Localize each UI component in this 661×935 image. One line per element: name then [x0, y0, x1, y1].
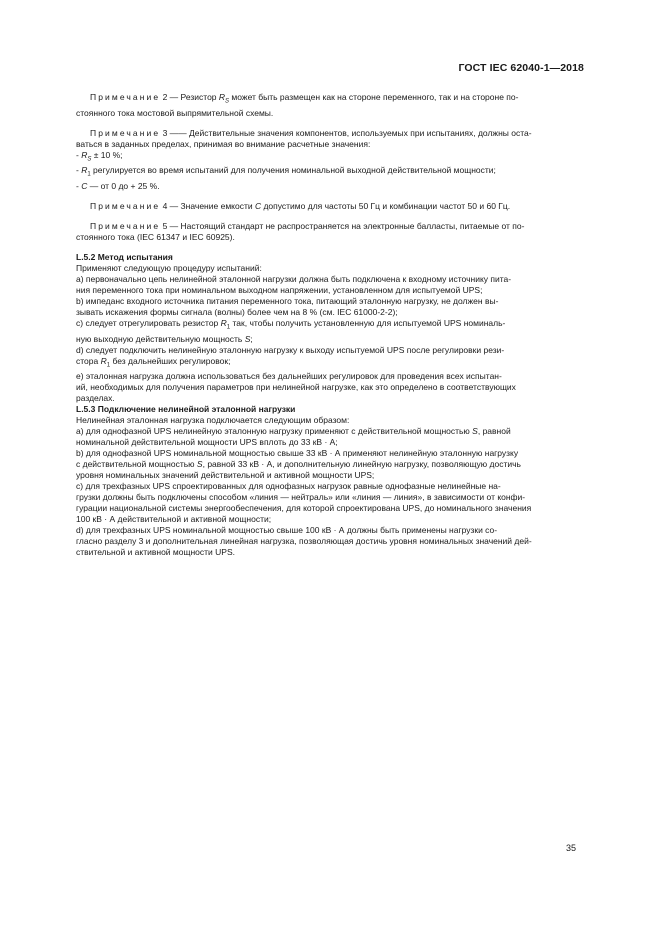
standard-header: ГОСТ IEC 62040-1—2018: [458, 62, 584, 74]
note-2-line-1: Примечание 2 — Резистор $R_S$ может быть размещен как на стороне переменного, так и на стороне по-: [90, 92, 519, 105]
note-4: [76, 201, 582, 212]
note-3: [76, 128, 582, 192]
l53-item-d-1: d) для трехфазных UPS номинальной мощностью свыше 100 кВ · А должны быть применены нагрузки со-: [76, 525, 498, 536]
section-l52: [76, 252, 582, 404]
l52-item-e-2: ий, необходимых для получения параметров при нелинейной нагрузке, как это определено в соответствующих: [76, 382, 516, 393]
note-label: Примечание: [90, 92, 161, 102]
l52-item-a-1: а) первоначально цепь нелинейной эталонной нагрузки должна быть подключена к входному источнику пита-: [76, 274, 512, 285]
note-2-line-2: стоянного тока мостовой выпрямительной схемы.: [76, 107, 274, 118]
note-4-line-1: Примечание 4 — Значение емкости C допустимо для частоты 50 Гц и комбинации частот 50 и 60 Гц.: [90, 201, 511, 212]
l53-item-c-1: c) для трехфазных UPS спроектированных для однофазных нагрузок равные однофазные нелинейные на-: [76, 481, 501, 492]
l52-item-b-1: b) импеданс входного источника питания переменного тока, питающий эталонную нагрузку, не должен вы-: [76, 296, 499, 307]
section-l53: [76, 404, 582, 558]
section-l53-intro: Нелинейная эталонная нагрузка подключается следующим образом:: [76, 415, 350, 426]
l52-item-e-3: разделах.: [76, 393, 115, 404]
note-label: Примечание: [90, 127, 161, 138]
l53-item-d-3: ствительной и активной мощности UPS.: [76, 547, 235, 558]
l52-item-a-2: ния переменного тока при номинальном выходном напряжении, установленном для испытуемой UPS;: [76, 285, 483, 296]
l52-item-c-2: ную выходную действительную мощность S;: [76, 333, 253, 344]
section-l52-intro: Применяют следующую процедуру испытаний:: [76, 263, 262, 274]
l53-item-a-2: номинальной действительной мощности UPS вплоть до 33 кВ · А;: [76, 437, 338, 448]
note-3-line-2: ваться в заданных пределах, принимая во внимание расчетные значения:: [76, 138, 371, 149]
l53-item-b-1: b) для однофазной UPS номинальной мощностью свыше 33 кВ · А применяют нелинейную эталонную нагрузку: [76, 448, 519, 459]
note-5: [76, 221, 582, 243]
page-content: [76, 92, 582, 558]
note-3-line-1: Примечание 3 —— Действительные значения компонентов, используемых при испытаниях, должны оста-: [90, 127, 532, 138]
note-5-line-1: Примечание 5 — Настоящий стандарт не распространяется на электронные балласты, питаемые от по-: [90, 221, 525, 232]
note-5-line-2: стоянного тока (IEC 61347 и IEC 60925).: [76, 232, 235, 243]
note-3-item-1: - $R_S \pm 10$ %;: [76, 149, 123, 163]
section-l53-title: L.5.3 Подключение нелинейной эталонной нагрузки: [76, 404, 296, 415]
section-l52-title: L.5.2 Метод испытания: [76, 252, 173, 263]
l52-item-d-2: стора $R_1$ без дальнейших регулировок;: [76, 355, 231, 369]
l52-item-c-1: c) следует отрегулировать резистор $R_1$ так, чтобы получить установленную для испытуемой UPS номиналь-: [76, 318, 506, 331]
l52-item-e-1: e) эталонная нагрузка должна использоваться без дальнейших регулировок для проведения всех испытан-: [76, 371, 502, 382]
l53-item-c-2: грузки должны быть подключены способом «линия — нейтраль» или «линия — линия», в зависимости от конфи-: [76, 492, 526, 503]
l53-item-b-2: с действительной мощностью S, равной 33 кВ · А, и дополнительную линейную нагрузку, позволяющую достичь: [76, 459, 521, 470]
note-2: [76, 92, 582, 119]
l53-item-c-3: гурации национальной системы энергообеспечения, для которой спроектирована UPS, до номинального значения: [76, 503, 532, 514]
note-3-item-3: - C — от 0 до + 25 %.: [76, 181, 160, 192]
note-label: Примечание: [90, 201, 161, 212]
page-number: 35: [565, 843, 576, 853]
l52-item-b-2: зывать искажения формы сигнала (волны) более чем на 8 % (см. IEC 61000-2-2);: [76, 307, 398, 318]
l53-item-b-3: уровня номинальных значений действительной и активной мощности UPS;: [76, 470, 375, 481]
note-label: Примечание: [90, 221, 161, 232]
l53-item-c-4: 100 кВ · А действительной и активной мощности;: [76, 514, 272, 525]
l52-item-d-1: d) следует подключить нелинейную эталонную нагрузку к выходу испытуемой UPS после регулировки рези-: [76, 344, 505, 355]
l53-item-d-2: гласно разделу 3 и дополнительная линейная нагрузка, позволяющая достичь уровня номинальных значений дей-: [76, 536, 532, 547]
note-3-item-2: - $R_1$ регулируется во время испытаний для получения номинальной выходной действительной мощности;: [76, 165, 496, 179]
l53-item-a-1: а) для однофазной UPS нелинейную эталонную нагрузку применяют с действительной мощностью S, равной: [76, 426, 511, 437]
